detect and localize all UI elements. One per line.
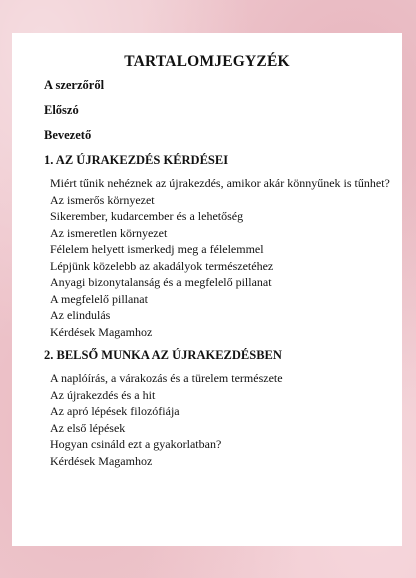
document-page (12, 33, 402, 546)
section-1-heading: 1. AZ ÚJRAKEZDÉS KÉRDÉSEI (44, 153, 229, 167)
toc-subitem: Az ismeretlen környezet (50, 225, 168, 240)
toc-subitem: A naplóírás, a várakozás és a türelem természete (50, 371, 283, 385)
toc-subitem: Félelem helyett ismerkedj meg a félelemmel (50, 242, 264, 256)
toc-item-foreword: Előszó (44, 103, 79, 117)
toc-subitem: Az újrakezdés és a hit (50, 387, 156, 402)
toc-subitem: Az apró lépések filozófiája (50, 404, 180, 418)
toc-subitem: Lépjünk közelebb az akadályok természetéhez (50, 258, 274, 273)
toc-subitem: Kérdések Magamhoz (50, 324, 153, 339)
toc-subitem: A megfelelő pillanat (50, 291, 148, 306)
toc-item-about-author: A szerzőről (44, 78, 105, 92)
toc-subitem: Kérdések Magamhoz (50, 453, 153, 468)
table-of-contents (44, 76, 394, 475)
toc-subitem: Az ismerős környezet (50, 192, 155, 207)
toc-item-introduction: Bevezető (44, 128, 92, 142)
section-2-list (50, 370, 394, 469)
toc-subitem: Miért tűnik nehéznek az újrakezdés, amikor akár könnyűnek is tűnhet? (50, 176, 390, 190)
toc-subitem: Sikerember, kudarcember és a lehetőség (50, 209, 244, 223)
toc-subitem: Hogyan csináld ezt a gyakorlatban? (50, 437, 222, 451)
section-1-list (50, 175, 394, 340)
toc-subitem: Az első lépések (50, 420, 126, 435)
toc-subitem: Anyagi bizonytalanság és a megfelelő pillanat (50, 275, 272, 289)
page-title: TARTALOMJEGYZÉK (124, 53, 290, 70)
section-2-heading: 2. BELSŐ MUNKA AZ ÚJRAKEZDÉSBEN (44, 348, 282, 362)
toc-subitem: Az elindulás (50, 308, 111, 322)
